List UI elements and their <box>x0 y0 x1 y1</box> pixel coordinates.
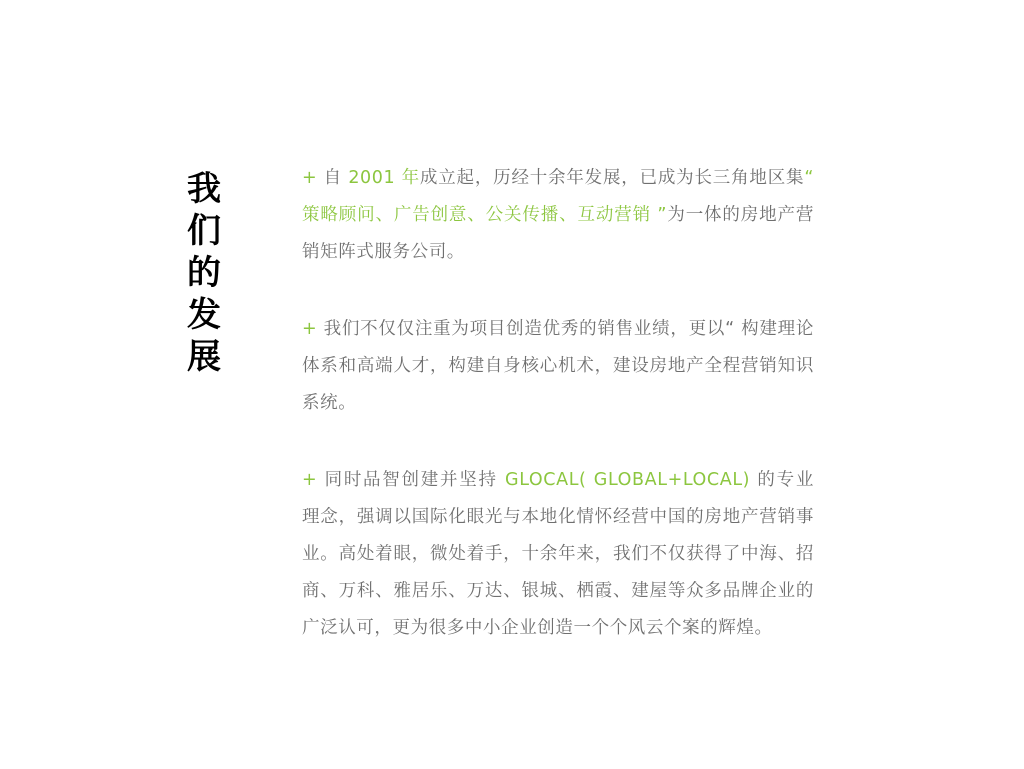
title-char: 展 <box>187 337 221 377</box>
text-segment: 成立起，历经十余年发展，已成为长三角地区集 <box>419 168 805 188</box>
text-segment: 自 <box>323 168 349 188</box>
plus-bullet: + <box>302 319 324 339</box>
text-segment: 我们不仅仅注重为项目创造优秀的销售业绩，更以“ 构建理论体系和高端人才，构建自身核心机术，建设房地产全程营销知识系统。 <box>302 319 814 413</box>
plus-bullet: + <box>302 470 325 490</box>
year-highlight: 2001 年 <box>348 168 420 188</box>
page-title <box>184 168 224 378</box>
plus-bullet: + <box>302 168 324 188</box>
paragraph-founding <box>302 160 814 271</box>
title-char: 的 <box>187 253 221 293</box>
glocal-highlight: GLOCAL( GLOBAL+LOCAL) <box>505 470 751 490</box>
text-segment: 的专业理念，强调以国际化眼光与本地化情怀经营中国的房地产营销事业。高处着眼，微处着手，十余年来，我们不仅获得了中海、招商、万科、雅居乐、万达、银城、栖霞、建屋等众多品牌企业的广泛认可，更为很多中小企业创造一个个风云个案的辉煌。 <box>302 470 814 638</box>
title-char: 发 <box>187 295 221 335</box>
paragraph-philosophy <box>302 462 814 647</box>
text-segment: 同时品智创建并坚持 <box>324 470 506 490</box>
paragraph-mission <box>302 311 814 422</box>
title-char: 们 <box>187 211 221 251</box>
title-char: 我 <box>187 169 221 209</box>
text-segment: 为一体的房地产营销矩阵式服务公司。 <box>302 205 814 262</box>
body-content <box>302 160 814 687</box>
services-highlight: “ 策略顾问、广告创意、公关传播、互动营销 ” <box>302 168 814 225</box>
